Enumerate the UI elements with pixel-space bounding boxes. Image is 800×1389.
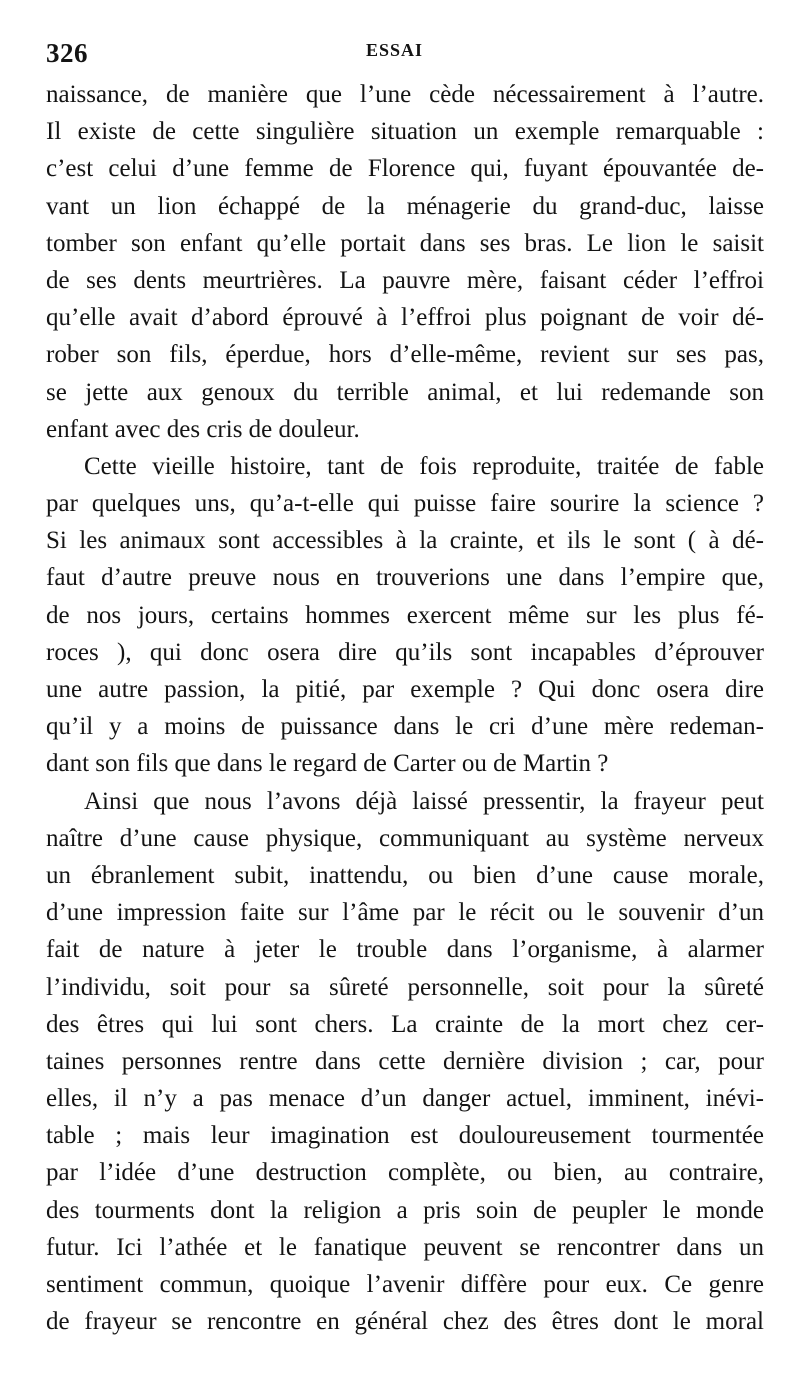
body-text xyxy=(46,76,764,1340)
text-line: l’individu, soit pour sa sûreté personnelle, soit pour la sûreté xyxy=(46,973,764,1001)
text-line: Ainsi que nous l’avons déjà laissé pressentir, la frayeur peut xyxy=(84,787,764,815)
text-line: une autre passion, la pitié, par exemple ? Qui donc osera dire xyxy=(46,676,764,703)
text-line: Il existe de cette singulière situation un exemple remarquable : xyxy=(46,118,764,146)
text-line: roces ), qui donc osera dire qu’ils sont incapables d’éprouver xyxy=(46,638,764,666)
text-line: vant un lion échappé de la ménagerie du grand-duc, laisse xyxy=(46,192,764,220)
text-line: de ses dents meurtrières. La pauvre mère, faisant céder l’effroi xyxy=(46,266,764,294)
text-line: de frayeur se rencontre en général chez des êtres dont le moral xyxy=(46,1308,764,1336)
text-line: qu’elle avait d’abord éprouvé à l’effroi plus poignant de voir dé- xyxy=(46,304,764,332)
text-line: par l’idée d’une destruction complète, ou bien, au contraire, xyxy=(46,1159,764,1187)
text-line: faut d’autre preuve nous en trouverions une dans l’empire que, xyxy=(46,564,764,592)
text-line: Si les animaux sont accessibles à la crainte, et ils le sont ( à dé- xyxy=(46,527,764,555)
text-line: c’est celui d’une femme de Florence qui, fuyant épouvantée de- xyxy=(46,155,764,183)
text-line: table ; mais leur imagination est douloureusement tourmentée xyxy=(46,1122,764,1150)
page-number: 326 xyxy=(46,38,88,68)
text-line: tomber son enfant qu’elle portait dans ses bras. Le lion le saisit xyxy=(46,229,764,257)
text-line: sentiment commun, quoique l’avenir diffère pour eux. Ce genre xyxy=(46,1271,764,1298)
text-line: d’une impression faite sur l’âme par le récit ou le souvenir d’un xyxy=(46,899,764,927)
text-line: Cette vieille histoire, tant de fois reproduite, traitée de fable xyxy=(84,452,764,480)
text-line: taines personnes rentre dans cette dernière division ; car, pour xyxy=(46,1047,764,1075)
text-line: des tourments dont la religion a pris soin de peupler le monde xyxy=(46,1196,764,1224)
text-line: naissance, de manière que l’une cède nécessairement à l’autre. xyxy=(46,81,764,108)
text-line: un ébranlement subit, inattendu, ou bien d’une cause morale, xyxy=(46,861,764,889)
text-line: enfant avec des cris de douleur. xyxy=(46,415,360,443)
page-header xyxy=(46,30,766,70)
text-line: futur. Ici l’athée et le fanatique peuvent se rencontrer dans un xyxy=(46,1233,764,1261)
text-line: par quelques uns, qu’a-t-elle qui puisse faire sourire la science ? xyxy=(46,490,764,518)
text-line: elles, il n’y a pas menace d’un danger actuel, imminent, inévi- xyxy=(46,1085,764,1113)
text-line: naître d’une cause physique, communiquant au système nerveux xyxy=(46,824,764,852)
text-line: se jette aux genoux du terrible animal, et lui redemande son xyxy=(46,378,764,406)
running-head: ESSAI xyxy=(366,40,424,60)
text-line: dant son fils que dans le regard de Carter ou de Martin ? xyxy=(46,750,609,778)
text-line: de nos jours, certains hommes exercent même sur les plus fé- xyxy=(46,601,764,629)
text-line: rober son fils, éperdue, hors d’elle-même, revient sur ses pas, xyxy=(46,341,764,369)
text-line: fait de nature à jeter le trouble dans l’organisme, à alarmer xyxy=(46,936,764,964)
text-line: des êtres qui lui sont chers. La crainte de la mort chez cer- xyxy=(46,1010,764,1038)
text-line: qu’il y a moins de puissance dans le cri d’une mère redeman- xyxy=(46,713,764,741)
